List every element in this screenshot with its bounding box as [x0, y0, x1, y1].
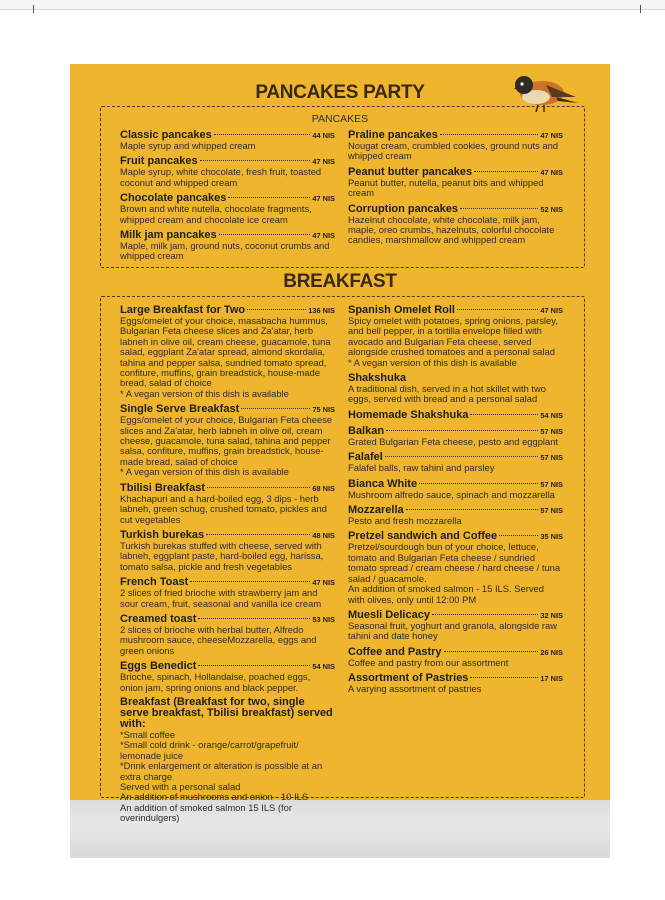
menu-item-name: Peanut butter pancakes [348, 165, 473, 178]
menu-item-price: 47 NIS [312, 157, 335, 167]
menu-item-description: Eggs/omelet of your choice, Bulgarian Feta cheese slices and Za'atar, herb labneh in olive oil, cream cheese, guacamole, tuna salad, tahina and pepper salsa, confiture, muffins, grain breadstick, house-made bread, salad of choice [120, 414, 333, 467]
menu-item-description: Brioche, spinach, Hollandaise, poached eggs, onion jam, spring onions and black pepper. [120, 671, 311, 693]
menu-item-description: Maple syrup, white chocolate, fresh fruit, toasted coconut and whipped cream [120, 166, 322, 188]
menu-item-name: Classic pancakes [120, 129, 212, 141]
dot-leader [460, 208, 538, 209]
menu-item [120, 576, 335, 609]
menu-item-name: Creamed toast [120, 612, 197, 625]
menu-item-price: 47 NIS [540, 306, 563, 315]
dot-leader [499, 535, 538, 536]
menu-item [348, 646, 563, 668]
dot-leader [474, 171, 538, 172]
menu-item-description: Eggs/omelet of your choice, masabacha hummus, Bulgarian Feta cheese slices and Za'atar, herb labneh in olive oil, cream cheese, guacamole, tuna salad, eggplant Za'atar spread, almond skordalia, tahina and pepper salsa, sundried tomato spread, confiture, muffins, grain breadstick, house-made bread, salad of choice [120, 315, 331, 389]
menu-item-price: 136 NIS [308, 306, 335, 315]
menu-item-name: Assortment of Pastries [348, 672, 469, 685]
dot-leader [241, 408, 310, 409]
menu-item-price: 75 NIS [312, 405, 335, 415]
menu-item-price: 47 NIS [540, 167, 563, 177]
menu-item-note: * A vegan version of this dish is available [120, 466, 289, 478]
menu-item-name: Bianca White [348, 477, 418, 490]
menu-item [348, 609, 563, 642]
toolbar-tick-right [640, 5, 641, 13]
breakfast-title: BREAKFAST [283, 271, 397, 292]
dot-leader [190, 581, 310, 582]
menu-item-header [348, 478, 563, 490]
combo-line: *Drink enlargement or alteration is possible at an extra charge [120, 760, 323, 782]
dot-leader [470, 414, 538, 415]
menu-item-name: Single Serve Breakfast [120, 403, 240, 416]
menu-item-name: Muesli Delicacy [348, 608, 430, 621]
menu-item-description: Coffee and pastry from our assortment [348, 656, 509, 668]
menu-item-description: 2 slices of fried brioche with strawberry jam and sour cream, fruit, seasonal and vanilla ice cream [120, 587, 322, 609]
dot-leader [198, 618, 310, 619]
menu-item [348, 504, 563, 526]
menu-item [120, 403, 335, 477]
menu-item-price: 53 NIS [312, 614, 335, 624]
menu-item [348, 451, 563, 473]
dot-leader [470, 677, 538, 678]
menu-item [348, 409, 563, 421]
menu-item [120, 482, 335, 525]
menu-item-name: Tbilisi Breakfast [120, 481, 205, 494]
menu-item-description: Hazelnut chocolate, white chocolate, milk jam, maple, oreo crumbs, hazelnuts, colorful chocolate candies, marshmallow and whipped cream [348, 213, 555, 246]
menu-item-header [348, 409, 563, 421]
viewer-toolbar [0, 0, 665, 10]
menu-item [120, 129, 335, 151]
menu-item-header [348, 646, 563, 658]
menu-item-price: 54 NIS [540, 410, 563, 420]
menu-item [120, 304, 335, 399]
dot-leader [247, 309, 306, 310]
menu-item [348, 478, 563, 500]
menu-item-header [348, 166, 563, 178]
menu-page [70, 64, 610, 858]
menu-item-name: Large Breakfast for Two [120, 304, 246, 316]
menu-item-name: Homemade Shakshuka [348, 408, 469, 421]
menu-item [348, 304, 563, 368]
menu-item-description: Falafel balls, raw tahini and parsley [348, 462, 495, 474]
menu-item-name: Mozzarella [348, 504, 404, 517]
menu-item-note: An addition of smoked salmon - 15 ILS. Served with olives, only until 12:00 PM [348, 583, 544, 605]
menu-item [348, 530, 563, 604]
dot-leader [385, 456, 539, 457]
dot-leader [207, 487, 310, 488]
menu-item-description: Maple, milk jam, ground nuts, coconut crumbs and whipped cream [120, 240, 330, 262]
menu-item-header [348, 203, 563, 215]
menu-item-name: Turkish burekas [120, 528, 205, 541]
menu-item-price: 32 NIS [540, 610, 563, 620]
menu-item-price: 44 NIS [312, 131, 335, 140]
menu-item-name: Praline pancakes [348, 129, 438, 141]
breakfast-right-column [348, 304, 563, 699]
menu-item-note: * A vegan version of this dish is available [120, 387, 289, 399]
menu-item-description: Grated Bulgarian Feta cheese, pesto and eggplant [348, 435, 559, 447]
menu-item-price: 47 NIS [312, 194, 335, 204]
menu-item [120, 155, 335, 188]
dot-leader [440, 134, 539, 135]
dot-leader [386, 430, 538, 431]
dot-leader [444, 651, 539, 652]
menu-item-description: Pesto and fresh mozzarella [348, 515, 462, 527]
menu-item-price: 57 NIS [540, 426, 563, 436]
menu-item [120, 229, 335, 262]
menu-item-name: Spanish Omelet Roll [348, 304, 455, 316]
menu-item-header [120, 482, 335, 494]
menu-item-description: Khachapuri and a hard-boiled egg, 3 dips - herb labneh, green schug, crushed tomato, pickles and cut vegetables [120, 492, 327, 525]
menu-item-name: Chocolate pancakes [120, 192, 227, 205]
menu-item [120, 613, 335, 656]
pancakes-left-column [120, 129, 335, 266]
menu-item-description: 2 slices of brioche with herbal butter, Alfredo mushroom sauce, cheeseMozzarella, eggs and green onions [120, 623, 317, 656]
menu-item [120, 192, 335, 225]
menu-item-description: Peanut butter, nutella, peanut bits and whipped cream [348, 176, 544, 199]
combo-line: An addition of mushrooms and onion - 10 ILS [120, 791, 309, 803]
menu-item-name: French Toast [120, 576, 189, 589]
menu-item-description: Turkish burekas stuffed with cheese, served with labneh, eggplant paste, hard-boiled egg, harissa, tomato salsa, pickle and fresh vegetables [120, 539, 324, 572]
menu-item [348, 166, 563, 199]
dot-leader [228, 197, 310, 198]
menu-item-description: A traditional dish, served in a hot skillet with two eggs, served with bread and a personal salad [348, 383, 547, 405]
dot-leader [432, 614, 538, 615]
pancakes-title: PANCAKES PARTY [255, 82, 425, 103]
menu-item-price: 57 NIS [540, 479, 563, 489]
menu-item-description: Spicy omelet with potatoes, spring onions, parsley, and bell pepper, in a tortilla envelope filled with avocado and Bulgarian Feta cheese, served alongside crushed tomatoes and a personal salad [348, 315, 558, 358]
menu-item-price: 47 NIS [540, 131, 563, 140]
menu-item-price: 47 NIS [312, 231, 335, 241]
dot-leader [198, 665, 310, 666]
menu-item [348, 203, 563, 246]
dot-leader [406, 509, 539, 510]
menu-item-name: Shakshuka [348, 372, 407, 385]
menu-item-price: 47 NIS [312, 578, 335, 588]
menu-item-price: 17 NIS [540, 674, 563, 684]
combo-heading: Breakfast (Breakfast for two, single serve breakfast, Tbilisi breakfast) served with: [120, 695, 333, 730]
menu-item-description: A varying assortment of pastries [348, 683, 482, 695]
menu-item-description: Brown and white nutella, chocolate fragments, whipped cream and chocolate ice cream [120, 203, 312, 225]
combo-line: *Small cold drink - orange/carrot/grapefruit/ lemonade juice [120, 739, 299, 761]
menu-item-price: 57 NIS [540, 506, 563, 516]
dot-leader [419, 483, 538, 484]
pancakes-right-column [348, 129, 563, 250]
menu-item-price: 54 NIS [312, 662, 335, 672]
dot-leader [206, 534, 310, 535]
menu-item-price: 26 NIS [540, 647, 563, 657]
menu-item-price: 68 NIS [312, 483, 335, 493]
dot-leader [200, 160, 311, 161]
menu-item-price: 52 NIS [540, 204, 563, 214]
combo-line: Served with a personal salad [120, 781, 241, 792]
menu-item-name: Balkan [348, 424, 385, 437]
menu-item-price: 57 NIS [540, 453, 563, 463]
pancakes-subtitle: PANCAKES [311, 113, 369, 125]
dot-leader [457, 309, 538, 310]
menu-item-name: Coffee and Pastry [348, 645, 442, 658]
menu-item-name: Pretzel sandwich and Coffee [348, 530, 498, 543]
menu-item-price: 35 NIS [540, 532, 563, 542]
combo-block [120, 697, 335, 824]
menu-item [348, 129, 563, 162]
combo-line: *Small coffee [120, 728, 176, 740]
breakfast-left-column [120, 304, 335, 828]
menu-item-name: Eggs Benedict [120, 660, 197, 673]
menu-item-price: 48 NIS [312, 530, 335, 540]
dot-leader [219, 234, 311, 235]
combo-line: An addition of smoked salmon 15 ILS (for overindulgers) [120, 801, 292, 824]
menu-item-name: Milk jam pancakes [120, 229, 217, 242]
menu-item-name: Fruit pancakes [120, 155, 198, 168]
menu-item-name: Corruption pancakes [348, 202, 459, 215]
menu-item-note: * A vegan version of this dish is available [348, 356, 517, 368]
dot-leader [214, 134, 311, 135]
menu-item-description: Mushroom alfredo sauce, spinach and mozzarella [348, 488, 555, 500]
menu-item-description: Maple syrup and whipped cream [120, 140, 256, 151]
menu-item [348, 372, 563, 405]
menu-item-description: Pretzel/sourdough bun of your choice, lettuce, tomato and Bulgarian Feta cheese / sundried tomato spread / cream cheese / hard cheese / tuna salad / guacamole. [348, 541, 561, 584]
menu-item [348, 425, 563, 447]
menu-item-name: Falafel [348, 451, 383, 464]
menu-item [348, 672, 563, 694]
toolbar-tick-left [33, 5, 34, 13]
menu-item [120, 660, 335, 693]
menu-item-description: Nougat cream, crumbled cookies, ground nuts and whipped cream [348, 140, 559, 162]
menu-item-description: Seasonal fruit, yoghurt and granola, alongside raw tahini and date honey [348, 619, 557, 642]
menu-item [120, 529, 335, 572]
